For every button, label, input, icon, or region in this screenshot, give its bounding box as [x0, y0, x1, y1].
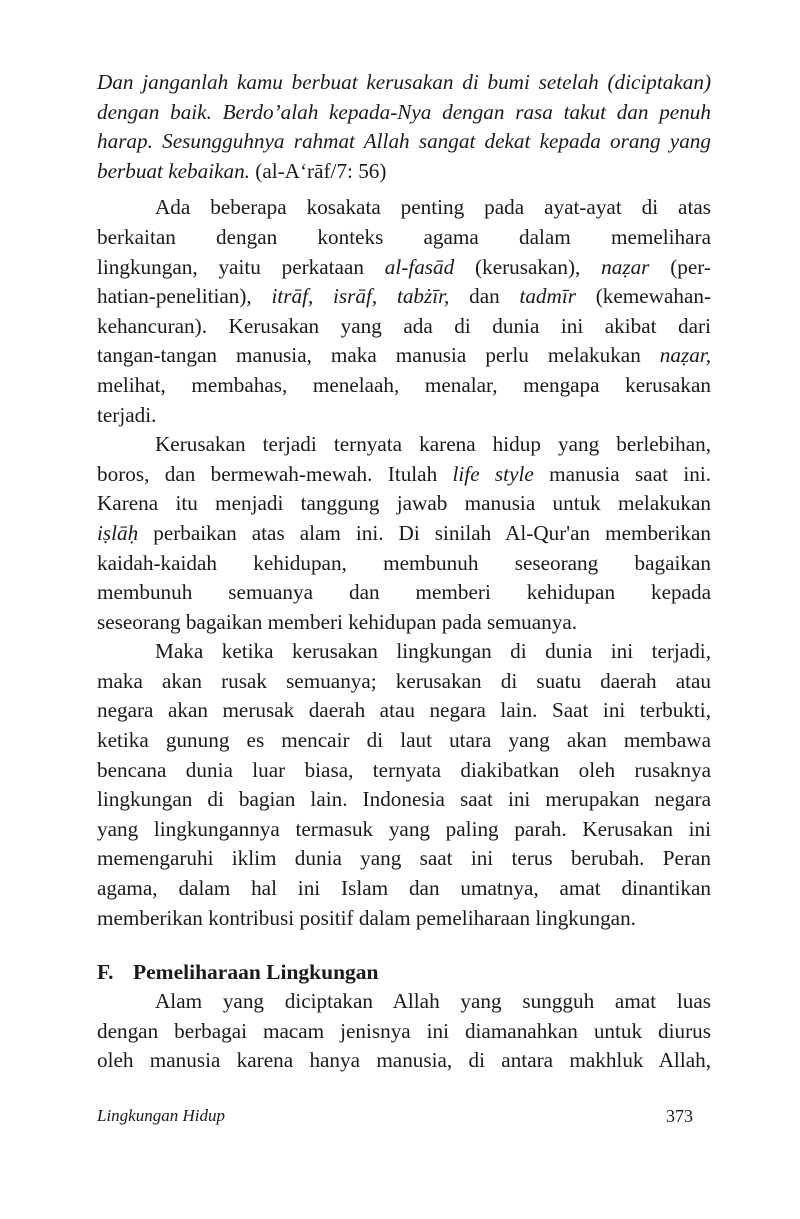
text-line: Alam yang diciptakan Allah yang sungguh amat luas — [155, 989, 711, 1014]
text-line: memberikan kontribusi positif dalam pemeliharaan lingkungan. — [97, 905, 636, 930]
term-list: itrāf, isrāf, tabżīr, — [271, 284, 450, 309]
quran-translation-quote — [97, 68, 711, 186]
text-line: yang lingkungannya termasuk yang paling parah. Kerusakan ini — [97, 816, 711, 841]
text-span: perbaikan atas alam ini. Di sinilah Al-Qur'an memberikan — [138, 520, 711, 545]
paragraph-4 — [97, 987, 711, 1076]
quote-line — [97, 157, 711, 187]
text-span: (per- — [649, 254, 711, 279]
term-islah: iṣlāḥ — [97, 520, 139, 545]
quote-line: dengan baik. Berdo’alah kepada-Nya dengan rasa takut dan penuh — [97, 99, 711, 124]
paragraph-3 — [97, 637, 711, 933]
text-line: berkaitan dengan konteks agama dalam memelihara — [97, 224, 711, 249]
text-line: memengaruhi iklim dunia yang saat ini terus berubah. Peran — [97, 846, 711, 871]
text-line — [97, 341, 711, 371]
text-span: dan — [449, 284, 520, 309]
text-line: oleh manusia karena hanya manusia, di antara makhluk Allah, — [97, 1048, 711, 1073]
text-span: manusia saat ini. — [533, 461, 711, 486]
text-line: lingkungan di bagian lain. Indonesia saat ini merupakan negara — [97, 787, 711, 812]
term-tadmir: tadmīr — [519, 284, 576, 309]
text-line: Karena itu menjadi tanggung jawab manusia untuk melakukan — [97, 491, 711, 516]
text-line: agama, dalam hal ini Islam dan umatnya, amat dinantikan — [97, 876, 711, 901]
text-line: terjadi. — [97, 402, 157, 427]
quote-line: harap. Sesungguhnya rahmat Allah sangat dekat kepada orang yang — [97, 129, 711, 154]
section-number: F. — [97, 960, 114, 985]
text-span: lingkungan, yaitu perkataan — [97, 254, 385, 279]
text-line: ketika gunung es mencair di laut utara yang akan membawa — [97, 728, 711, 753]
quote-text: berbuat kebaikan. — [97, 158, 250, 183]
text-span: (kemewahan- — [575, 284, 712, 309]
running-title: Lingkungan Hidup — [97, 1106, 225, 1125]
text-span: boros, dan bermewah-mewah. Itulah — [97, 461, 453, 486]
section-title: Pemeliharaan Lingkungan — [133, 960, 379, 985]
paragraph-1 — [97, 193, 711, 430]
text-line — [97, 519, 711, 549]
text-line: kaidah-kaidah kehidupan, membunuh seseorang bagaikan — [97, 550, 711, 575]
text-line: Ada beberapa kosakata penting pada ayat-ayat di atas — [155, 195, 711, 220]
text-line — [97, 460, 711, 490]
term-nazar: naẓar, — [659, 343, 711, 368]
text-line: melihat, membahas, menelaah, menalar, mengapa kerusakan — [97, 372, 711, 397]
text-line: seseorang bagaikan memberi kehidupan pada semuanya. — [97, 609, 578, 634]
text-line: Maka ketika kerusakan lingkungan di dunia ini terjadi, — [155, 639, 711, 664]
page-body — [97, 68, 711, 1076]
paragraph-2 — [97, 430, 711, 637]
text-line — [97, 253, 711, 283]
section-heading — [97, 957, 711, 987]
text-line: bencana dunia luar biasa, ternyata diakibatkan oleh rusaknya — [97, 757, 711, 782]
text-span: hatian-penelitian), — [97, 284, 272, 309]
text-line: dengan berbagai macam jenisnya ini diamanahkan untuk diurus — [97, 1018, 711, 1043]
term-life-style: life style — [452, 461, 534, 486]
text-line: Kerusakan terjadi ternyata karena hidup yang berlebihan, — [155, 432, 711, 457]
page-number: 373 — [666, 1106, 693, 1126]
text-line: kehancuran). Kerusakan yang ada di dunia ini akibat dari — [97, 313, 711, 338]
term-nazar: naẓar — [601, 254, 650, 279]
text-line — [97, 282, 711, 312]
text-line: membunuh semuanya dan memberi kehidupan kepada — [97, 580, 711, 605]
text-line: negara akan merusak daerah atau negara lain. Saat ini terbukti, — [97, 698, 711, 723]
quote-line: Dan janganlah kamu berbuat kerusakan di bumi setelah (diciptakan) — [97, 70, 711, 94]
term-al-fasad: al-fasād — [384, 254, 455, 279]
text-line: maka akan rusak semuanya; kerusakan di suatu daerah atau — [97, 668, 711, 693]
text-span: tangan-tangan manusia, maka manusia perlu melakukan — [97, 343, 660, 368]
verse-reference: (al-A‘rāf/7: 56) — [249, 158, 387, 183]
text-span: (kerusakan), — [454, 254, 602, 279]
